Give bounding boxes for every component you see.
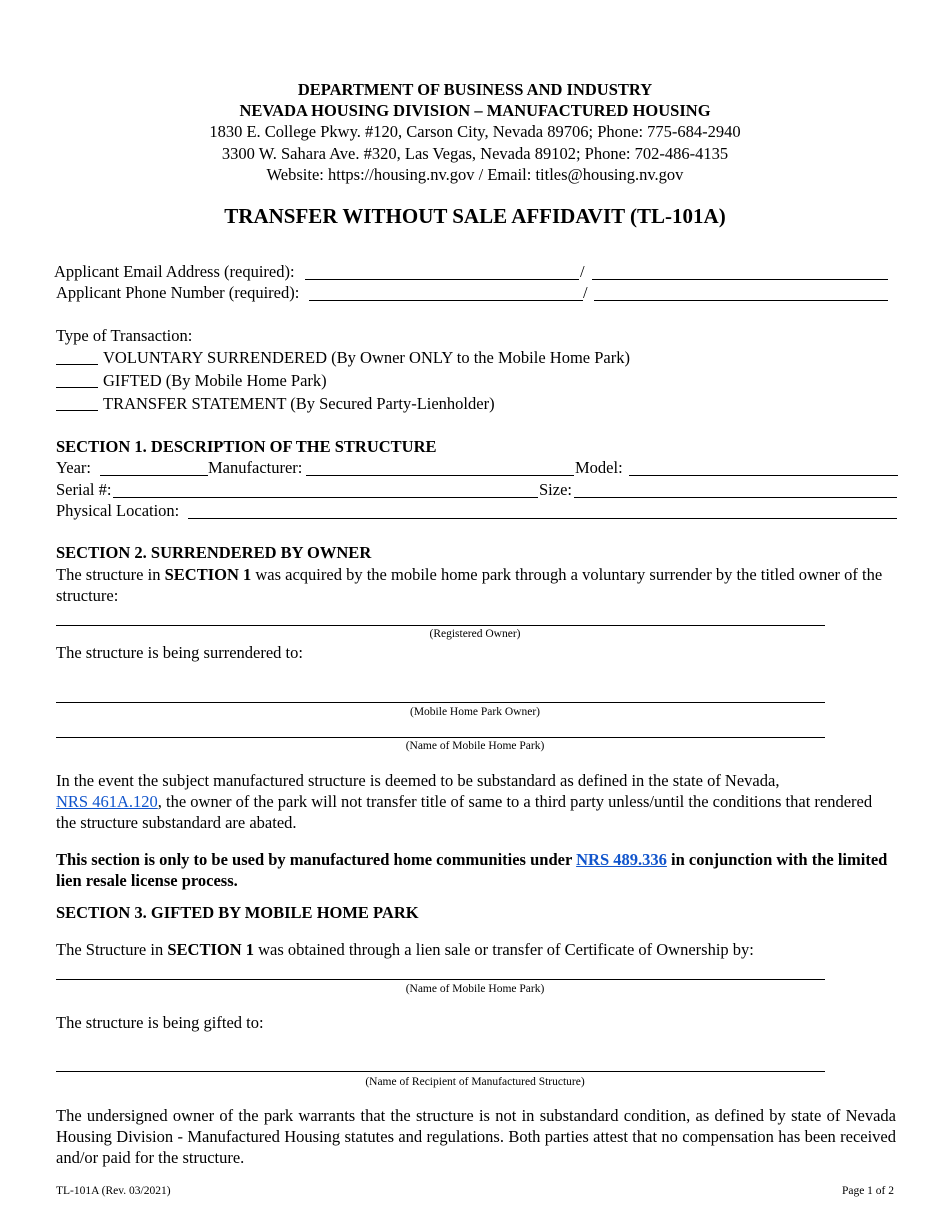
gifting-park-name-field[interactable] — [56, 979, 825, 980]
section3-intro: The Structure in SECTION 1 was obtained through a lien sale or transfer of Certificate of Ownership by: — [56, 940, 754, 959]
applicant-phone-field-2[interactable] — [594, 300, 888, 301]
year-label: Year: — [56, 458, 91, 477]
park-owner-field[interactable] — [56, 702, 825, 703]
applicant-email-field-2[interactable] — [592, 279, 888, 280]
model-label: Model: — [575, 458, 623, 477]
physical-location-field[interactable] — [188, 518, 897, 519]
applicant-email-label: Applicant Email Address (required): — [54, 262, 295, 281]
nrs-461a-120-link[interactable]: NRS 461A.120 — [56, 792, 158, 811]
form-revision: TL-101A (Rev. 03/2021) — [56, 1185, 171, 1197]
warranty-paragraph: The undersigned owner of the park warrants that the structure is not in substandard condition, as defined by state of Nevada Housing Division - Manufactured Housing statutes and regulations. Both parties attest that no compensation has been received and/or paid for the structure. — [56, 1106, 896, 1167]
serial-field[interactable] — [113, 497, 538, 498]
gifted-checkline[interactable] — [56, 387, 98, 388]
model-field[interactable] — [629, 475, 898, 476]
website-email: Website: https://housing.nv.gov / Email: titles@housing.nv.gov — [266, 165, 684, 184]
registered-owner-field[interactable] — [56, 625, 825, 626]
recipient-field[interactable] — [56, 1071, 825, 1072]
surrendered-to-label: The structure is being surrendered to: — [56, 643, 303, 662]
substandard-paragraph: In the event the subject manufactured structure is deemed to be substandard as defined in the state of Nevada, NRS 461A.120, the owner of the park will not transfer title of same to a third party unless/until the conditions that rendered the structure substandard are abated. — [56, 771, 873, 832]
department-name: DEPARTMENT OF BUSINESS AND INDUSTRY — [297, 80, 653, 99]
voluntary-surrender-option: VOLUNTARY SURRENDERED (By Owner ONLY to the Mobile Home Park) — [103, 348, 630, 367]
section2-intro: The structure in SECTION 1 was acquired by the mobile home park through a voluntary surrender by the titled owner of the structure: — [56, 565, 883, 605]
manufacturer-label: Manufacturer: — [208, 458, 303, 477]
physical-location-label: Physical Location: — [56, 501, 180, 520]
year-field[interactable] — [100, 475, 208, 476]
transaction-type-label: Type of Transaction: — [56, 326, 193, 345]
gifted-to-label: The structure is being gifted to: — [56, 1013, 264, 1032]
voluntary-surrender-checkline[interactable] — [56, 364, 98, 365]
page-number: Page 1 of 2 — [841, 1185, 894, 1197]
section3-title: SECTION 3. GIFTED BY MOBILE HOME PARK — [56, 903, 419, 922]
section1-title: SECTION 1. DESCRIPTION OF THE STRUCTURE — [56, 437, 437, 456]
park-name-field[interactable] — [56, 737, 825, 738]
email-separator: / — [580, 262, 585, 281]
size-label: Size: — [539, 480, 572, 499]
nrs-489-336-link[interactable]: NRS 489.336 — [576, 850, 667, 869]
transfer-statement-option: TRANSFER STATEMENT (By Secured Party-Lienholder) — [103, 394, 495, 413]
registered-owner-caption: (Registered Owner) — [429, 628, 521, 640]
division-name: NEVADA HOUSING DIVISION – MANUFACTURED HOUSING — [239, 101, 711, 120]
address-carson-city: 1830 E. College Pkwy. #120, Carson City, Nevada 89706; Phone: 775-684-2940 — [209, 122, 741, 141]
transfer-statement-checkline[interactable] — [56, 410, 98, 411]
community-notice: This section is only to be used by manufactured home communities under NRS 489.336 in conjunction with the limited lien resale license process. — [56, 850, 888, 890]
size-field[interactable] — [574, 497, 897, 498]
serial-label: Serial #: — [56, 480, 112, 499]
gifting-park-name-caption: (Name of Mobile Home Park) — [405, 983, 545, 995]
section2-title: SECTION 2. SURRENDERED BY OWNER — [56, 543, 372, 562]
applicant-phone-field-1[interactable] — [309, 300, 583, 301]
park-owner-caption: (Mobile Home Park Owner) — [410, 706, 540, 718]
phone-separator: / — [583, 283, 588, 302]
recipient-caption: (Name of Recipient of Manufactured Structure) — [365, 1076, 585, 1088]
applicant-email-field-1[interactable] — [305, 279, 579, 280]
address-las-vegas: 3300 W. Sahara Ave. #320, Las Vegas, Nevada 89102; Phone: 702-486-4135 — [221, 144, 729, 163]
park-name-caption: (Name of Mobile Home Park) — [405, 740, 545, 752]
form-title: TRANSFER WITHOUT SALE AFFIDAVIT (TL-101A) — [224, 204, 726, 228]
applicant-phone-label: Applicant Phone Number (required): — [56, 283, 300, 302]
gifted-option: GIFTED (By Mobile Home Park) — [103, 371, 327, 390]
manufacturer-field[interactable] — [306, 475, 574, 476]
